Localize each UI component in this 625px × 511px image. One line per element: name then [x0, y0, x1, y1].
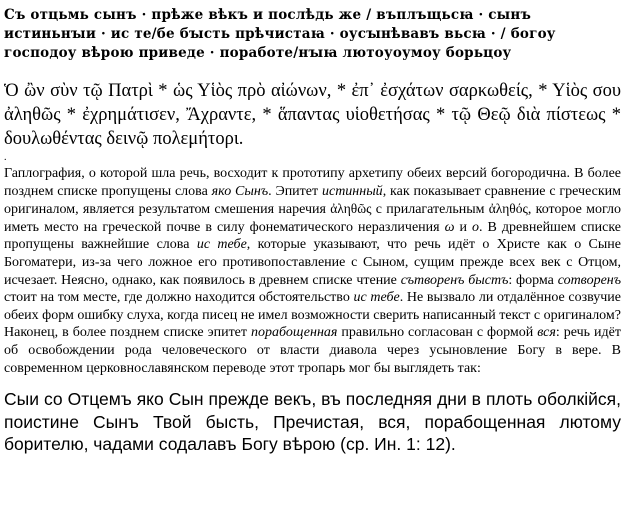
commentary-text: , как показывает сравнение с греческим оригиналом, является результатом смешения наречия [4, 183, 621, 218]
italic-term: ο [472, 219, 480, 235]
commentary-text: и [454, 219, 473, 235]
commentary-text: правильно согласован с формой [337, 325, 538, 341]
commentary-text: , которые указывают, что речь идёт о Христе как о Сыне Богоматери, из-за чего ложное его противопоставление с Сыном, сущим прежде всех век с Отцом, исчезает. Неясно, однако, как появилось в древнем списке чтение [4, 237, 622, 288]
greek-original-text: Ὁ ὢν σὺν τῷ Πατρὶ * ὡς Υἱὸς πρὸ αἰώνων, * ἐπ᾽ ἐσχάτων σαρκωθείς, * Υἱὸς σου ἀληθῶς * ἐχρημάτισεν, Ἄχραντε, * ἅπαντας υἱοθετήσας * τῷ Θεῷ διὰ πίστεως * δουλωθέντας δεινῷ πολεμήτορι. [4, 81, 621, 149]
italic-term: ис тебе [196, 237, 247, 253]
italic-term: ω [444, 219, 455, 235]
commentary-text: . В древнейшем списке пропущены важнейшие слова [4, 219, 622, 253]
commentary-text: с прилагательным [371, 202, 489, 218]
commentary-text: . Не вызвало ли отдалённое созвучие обеих форм ошибку слуха, когда писец не имел возможности сверить написанный текст с оригиналом? Наконец, в более позднем списке эпитет [4, 290, 622, 341]
church-slavonic-translation: Сыи со Отцемъ яко Сын прежде векъ, въ последняя дни в плоть оболкійся, поистине Сынъ Твой бысть, Пречистая, вся, порабощенная лютому борителю, чадами содалавъ Богу вѣрою (ср. Ин. 1: 12). [4, 389, 621, 455]
italic-term: вся [537, 325, 556, 341]
commentary-text: стоит на том месте, где должно находится обстоятельство [4, 290, 354, 306]
commentary-text: : форма [508, 272, 558, 288]
commentary-text: : речь идёт об освобождении рода человеческого от власти диавола через усыновление Богу в вере. В современном церковнославянском переводе этот тропарь мог бы выглядеть так: [4, 325, 622, 376]
stray-dot: . [4, 152, 7, 163]
italic-term: яко Сынъ [211, 183, 269, 199]
greek-term: ἀληθός [488, 201, 528, 217]
commentary-paragraph [4, 165, 621, 377]
slavonic-source-text: Съ отцьмь сынъ · прѣже вѣкъ и послѣдь же / въплъщьсꙗ · сынъ истиньнꙑи · ис те/бе бꙑсть прѣчистаꙗ · оусꙑнѣвавъ вьсꙗ · / богоу господоу вѣрою приведе · поработе/нꙑꙗ лютоуоумоу борьцоу [4, 7, 556, 61]
commentary-text: Гаплография, о которой шла речь, восходит к прототипу архетипу обеих версий богородична. В более позднем списке пропущены слова [4, 166, 621, 199]
commentary-text: , которое могло иметь место на греческой почве в силу фонематического неразличения [4, 202, 622, 235]
document-page [4, 6, 621, 456]
italic-term: сътворенъ быстъ [400, 272, 509, 288]
italic-term: ис тебе [353, 290, 400, 306]
commentary-text: . Эпитет [268, 183, 322, 199]
italic-term: порабощенная [251, 325, 338, 341]
italic-term: истинный [321, 183, 383, 199]
italic-term: сотворенъ [557, 272, 621, 288]
greek-term: ἀληθῶς [330, 201, 372, 217]
